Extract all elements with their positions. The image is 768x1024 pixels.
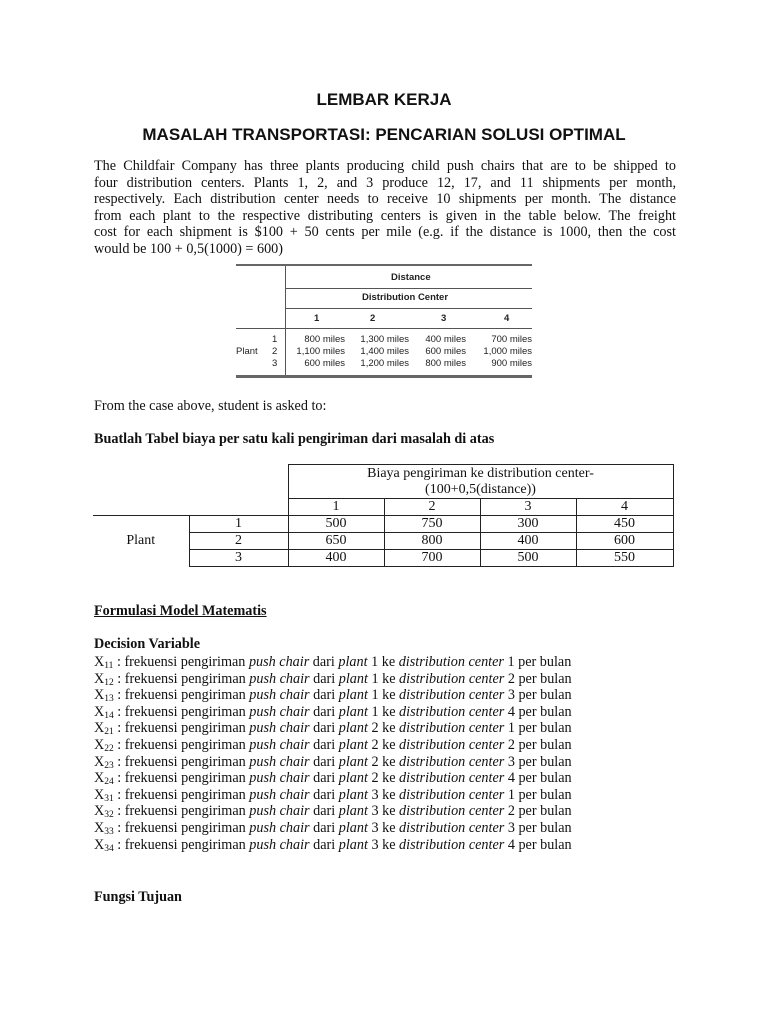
variable-item: push chair bbox=[249, 803, 310, 820]
variable-center-word: distribution center bbox=[399, 703, 505, 720]
variable-text: dari bbox=[309, 703, 339, 720]
variable-symbol: X bbox=[94, 753, 105, 770]
variable-center-number: 2 bbox=[507, 803, 515, 820]
variable-subscript: 23 bbox=[104, 760, 114, 771]
document-subtitle: MASALAH TRANSPORTASI: PENCARIAN SOLUSI OPTIMAL bbox=[142, 125, 626, 144]
variable-center-word: distribution center bbox=[399, 670, 505, 687]
variable-item: push chair bbox=[249, 687, 310, 704]
cost-col-header: 3 bbox=[480, 499, 576, 516]
decision-variable-line bbox=[94, 687, 572, 704]
distance-cell: 1,000 miles bbox=[483, 346, 532, 357]
intro-line: cost for each shipment is $100 + 50 cents per mile (e.g. if the distance is 1000, then the cost bbox=[94, 224, 676, 241]
variable-item: push chair bbox=[249, 720, 310, 737]
variable-plant-number: 1 bbox=[371, 703, 379, 720]
variable-center-word: distribution center bbox=[399, 753, 505, 770]
variable-center-number: 1 bbox=[507, 720, 515, 737]
cost-col-header: 1 bbox=[288, 499, 384, 516]
distance-cell: 700 miles bbox=[491, 334, 532, 345]
variable-center-word: distribution center bbox=[399, 720, 505, 737]
variable-plant-word: plant bbox=[338, 753, 368, 770]
table-rule bbox=[285, 288, 532, 289]
variable-symbol: X bbox=[94, 770, 105, 787]
variable-subscript: 13 bbox=[104, 694, 114, 705]
decision-variable-heading: Decision Variable bbox=[94, 636, 201, 652]
table-rule bbox=[285, 308, 532, 309]
variable-text: ke bbox=[378, 819, 400, 836]
variable-plant-number: 3 bbox=[371, 803, 379, 820]
variable-text: dari bbox=[309, 720, 339, 737]
variable-text: ke bbox=[378, 836, 400, 853]
variable-symbol: X bbox=[94, 670, 105, 687]
variable-symbol: X bbox=[94, 703, 105, 720]
cost-cell: 400 bbox=[288, 550, 384, 567]
variable-subscript: 21 bbox=[104, 727, 114, 738]
variable-text: : frekuensi pengiriman bbox=[113, 753, 250, 770]
variable-center-number: 2 bbox=[507, 736, 515, 753]
cost-cell: 300 bbox=[480, 516, 576, 533]
distance-cell: 900 miles bbox=[491, 358, 532, 369]
variable-center-number: 4 bbox=[507, 770, 515, 787]
variable-symbol: X bbox=[94, 819, 105, 836]
objective-heading: Fungsi Tujuan bbox=[94, 889, 182, 905]
variable-plant-word: plant bbox=[338, 703, 368, 720]
variable-text: ke bbox=[378, 736, 400, 753]
distance-plant-label: Plant bbox=[236, 346, 258, 357]
intro-line: respectively. Each distribution center needs to receive 10 shipments per month. The distance bbox=[94, 191, 676, 208]
variable-text: ke bbox=[378, 687, 400, 704]
variable-center-number: 3 bbox=[507, 753, 515, 770]
variable-text: per bulan bbox=[514, 670, 572, 687]
variable-text: per bulan bbox=[514, 786, 572, 803]
variable-subscript: 12 bbox=[104, 677, 114, 688]
variable-center-word: distribution center bbox=[399, 786, 505, 803]
distance-cell: 800 miles bbox=[304, 334, 345, 345]
cost-col-header: 4 bbox=[576, 499, 673, 516]
distance-cell: 1,300 miles bbox=[360, 334, 409, 345]
variable-subscript: 33 bbox=[104, 826, 114, 837]
variable-plant-number: 2 bbox=[371, 753, 379, 770]
cost-cell: 800 bbox=[384, 533, 480, 550]
cost-cell: 500 bbox=[288, 516, 384, 533]
variable-center-word: distribution center bbox=[399, 736, 505, 753]
variable-plant-word: plant bbox=[338, 836, 368, 853]
cost-cell: 400 bbox=[480, 533, 576, 550]
variable-symbol: X bbox=[94, 736, 105, 753]
distance-row-label: 3 bbox=[272, 358, 278, 369]
variable-subscript: 22 bbox=[104, 743, 114, 754]
variable-symbol: X bbox=[94, 654, 105, 670]
variable-item: push chair bbox=[249, 836, 310, 853]
distance-col-header: 4 bbox=[504, 313, 510, 324]
variable-subscript: 11 bbox=[104, 661, 114, 671]
distribution-center-header: Distribution Center bbox=[362, 292, 449, 303]
variable-center-word: distribution center bbox=[399, 770, 505, 787]
variable-subscript: 14 bbox=[104, 710, 114, 721]
distance-col-header: 1 bbox=[314, 313, 320, 324]
variable-text: per bulan bbox=[514, 753, 572, 770]
variable-item: push chair bbox=[249, 819, 310, 836]
table-rule bbox=[236, 375, 532, 378]
variable-plant-number: 2 bbox=[371, 720, 379, 737]
variable-text: : frekuensi pengiriman bbox=[113, 786, 250, 803]
intro-line: four distribution centers. Plants 1, 2, and 3 produce 12, 17, and 11 shipments per month, bbox=[94, 174, 676, 191]
distance-cell: 600 miles bbox=[304, 358, 345, 369]
variable-text: ke bbox=[378, 786, 400, 803]
cost-cell: 500 bbox=[480, 550, 576, 567]
variable-plant-word: plant bbox=[338, 687, 368, 704]
variable-plant-number: 2 bbox=[371, 736, 379, 753]
variable-text: ke bbox=[378, 703, 400, 720]
variable-text: per bulan bbox=[514, 654, 572, 670]
variable-symbol: X bbox=[94, 786, 105, 803]
variable-text: per bulan bbox=[514, 736, 572, 753]
variable-text: : frekuensi pengiriman bbox=[113, 736, 250, 753]
variable-plant-word: plant bbox=[338, 803, 368, 820]
cost-plant-label: Plant bbox=[93, 516, 189, 567]
variable-text: dari bbox=[309, 803, 339, 820]
distance-header: Distance bbox=[391, 272, 431, 283]
variable-center-number: 1 bbox=[507, 786, 515, 803]
variable-subscript: 34 bbox=[104, 843, 114, 854]
variable-subscript: 31 bbox=[104, 793, 114, 804]
variable-center-number: 4 bbox=[507, 836, 515, 853]
variable-plant-word: plant bbox=[338, 720, 368, 737]
task-heading: Buatlah Tabel biaya per satu kali pengiriman dari masalah di atas bbox=[94, 431, 495, 447]
table-rule bbox=[285, 266, 286, 376]
variable-center-number: 3 bbox=[507, 819, 515, 836]
variable-item: push chair bbox=[249, 703, 310, 720]
decision-variable-line bbox=[94, 671, 572, 688]
variable-text: ke bbox=[378, 803, 400, 820]
variable-plant-word: plant bbox=[338, 670, 368, 687]
decision-variable-line bbox=[94, 820, 572, 837]
decision-variable-line bbox=[94, 770, 572, 787]
variable-symbol: X bbox=[94, 687, 105, 704]
variable-item: push chair bbox=[248, 654, 310, 670]
variable-symbol: X bbox=[94, 836, 105, 853]
variable-center-word: distribution center bbox=[399, 836, 505, 853]
variable-text: : frekuensi pengiriman bbox=[113, 836, 250, 853]
variable-item: push chair bbox=[249, 736, 310, 753]
intro-line: from each plant to the respective distributing centers is given in the table below. The freight bbox=[94, 207, 676, 224]
variable-text: ke bbox=[378, 670, 400, 687]
distance-cell: 400 miles bbox=[425, 334, 466, 345]
variable-text: : frekuensi pengiriman bbox=[113, 770, 250, 787]
variable-center-number: 4 bbox=[507, 703, 515, 720]
decision-variable-line bbox=[94, 737, 572, 754]
cost-cell: 450 bbox=[576, 516, 673, 533]
variable-text: : frekuensi pengiriman bbox=[113, 670, 250, 687]
distance-cell: 1,100 miles bbox=[296, 346, 345, 357]
variable-text: dari bbox=[309, 786, 339, 803]
variable-center-word: distribution center bbox=[398, 654, 504, 670]
variable-plant-number: 3 bbox=[371, 819, 379, 836]
cost-row-label: 3 bbox=[189, 550, 288, 567]
variable-plant-number: 3 bbox=[371, 786, 379, 803]
decision-variable-line bbox=[94, 704, 572, 721]
variable-item: push chair bbox=[249, 753, 310, 770]
variable-text: : frekuensi pengiriman bbox=[113, 803, 250, 820]
variable-plant-number: 2 bbox=[371, 770, 379, 787]
variable-text: per bulan bbox=[514, 836, 572, 853]
variable-center-number: 3 bbox=[507, 687, 515, 704]
variable-center-word: distribution center bbox=[399, 687, 505, 704]
variable-text: dari bbox=[309, 687, 339, 704]
cost-cell: 700 bbox=[384, 550, 480, 567]
decision-variable-list bbox=[94, 654, 572, 853]
distance-cell: 800 miles bbox=[425, 358, 466, 369]
variable-text: : frekuensi pengiriman bbox=[113, 819, 250, 836]
variable-text: per bulan bbox=[514, 687, 572, 704]
distance-col-header: 3 bbox=[441, 313, 447, 324]
distance-cell: 1,400 miles bbox=[360, 346, 409, 357]
distance-row-label: 1 bbox=[272, 334, 278, 345]
variable-center-word: distribution center bbox=[399, 803, 505, 820]
variable-symbol: X bbox=[94, 803, 105, 820]
distance-cell: 600 miles bbox=[425, 346, 466, 357]
variable-text: per bulan bbox=[514, 703, 572, 720]
prompt-text: From the case above, student is asked to: bbox=[94, 398, 327, 414]
variable-text: ke bbox=[378, 720, 400, 737]
variable-text: : frekuensi pengiriman bbox=[113, 687, 250, 704]
intro-paragraph bbox=[94, 158, 676, 258]
variable-text: ke bbox=[378, 654, 399, 670]
variable-plant-word: plant bbox=[338, 770, 368, 787]
distance-table-figure bbox=[236, 264, 532, 378]
cost-header-line2: (100+0,5(distance)) bbox=[425, 481, 536, 497]
variable-text: dari bbox=[309, 819, 339, 836]
model-heading: Formulasi Model Matematis bbox=[94, 603, 267, 619]
cost-table bbox=[93, 464, 674, 567]
variable-center-number: 1 bbox=[507, 654, 515, 670]
cost-row-label: 1 bbox=[189, 516, 288, 533]
variable-item: push chair bbox=[249, 670, 310, 687]
decision-variable-line bbox=[94, 803, 572, 820]
variable-text: dari bbox=[309, 753, 339, 770]
cost-col-header: 2 bbox=[384, 499, 480, 516]
decision-variable-line bbox=[94, 654, 572, 671]
variable-text: ke bbox=[378, 753, 400, 770]
variable-plant-word: plant bbox=[338, 736, 368, 753]
decision-variable-line bbox=[94, 720, 572, 737]
variable-plant-word: plant bbox=[338, 819, 368, 836]
variable-text: dari bbox=[309, 670, 339, 687]
variable-text: dari bbox=[309, 770, 339, 787]
variable-text: per bulan bbox=[514, 720, 572, 737]
table-rule bbox=[236, 264, 532, 266]
intro-line: The Childfair Company has three plants producing child push chairs that are to be shipped to bbox=[94, 158, 676, 174]
variable-text: : frekuensi pengiriman bbox=[113, 654, 249, 670]
cost-header-line1: Biaya pengiriman ke distribution center- bbox=[367, 465, 594, 481]
variable-plant-number: 3 bbox=[371, 836, 379, 853]
variable-plant-word: plant bbox=[338, 654, 368, 670]
variable-text: per bulan bbox=[514, 770, 572, 787]
distance-cell: 1,200 miles bbox=[360, 358, 409, 369]
table-rule bbox=[236, 328, 532, 329]
distance-col-header: 2 bbox=[370, 313, 376, 324]
document-title: LEMBAR KERJA bbox=[316, 90, 452, 109]
variable-item: push chair bbox=[249, 786, 310, 803]
variable-subscript: 24 bbox=[104, 777, 114, 788]
intro-line: would be 100 + 0,5(1000) = 600) bbox=[94, 240, 283, 257]
variable-text: : frekuensi pengiriman bbox=[113, 703, 250, 720]
variable-text: dari bbox=[309, 736, 339, 753]
variable-text: per bulan bbox=[514, 803, 572, 820]
variable-plant-word: plant bbox=[338, 786, 368, 803]
decision-variable-line bbox=[94, 754, 572, 771]
decision-variable-line bbox=[94, 787, 572, 804]
variable-center-number: 2 bbox=[507, 670, 515, 687]
table-corner bbox=[93, 465, 288, 516]
decision-variable-line bbox=[94, 837, 572, 854]
variable-text: : frekuensi pengiriman bbox=[113, 720, 250, 737]
variable-center-word: distribution center bbox=[399, 819, 505, 836]
variable-plant-number: 1 bbox=[371, 687, 379, 704]
variable-subscript: 32 bbox=[104, 810, 114, 821]
variable-plant-number: 1 bbox=[371, 670, 379, 687]
variable-text: ke bbox=[378, 770, 400, 787]
cost-cell: 650 bbox=[288, 533, 384, 550]
variable-text: per bulan bbox=[514, 819, 572, 836]
cost-cell: 550 bbox=[576, 550, 673, 567]
cost-cell: 600 bbox=[576, 533, 673, 550]
variable-item: push chair bbox=[249, 770, 310, 787]
variable-symbol: X bbox=[94, 720, 105, 737]
cost-header bbox=[288, 465, 673, 499]
cost-row-label: 2 bbox=[189, 533, 288, 550]
variable-plant-number: 1 bbox=[371, 654, 379, 670]
distance-row-label: 2 bbox=[272, 346, 278, 357]
variable-text: dari bbox=[309, 654, 339, 670]
variable-text: dari bbox=[309, 836, 339, 853]
cost-cell: 750 bbox=[384, 516, 480, 533]
